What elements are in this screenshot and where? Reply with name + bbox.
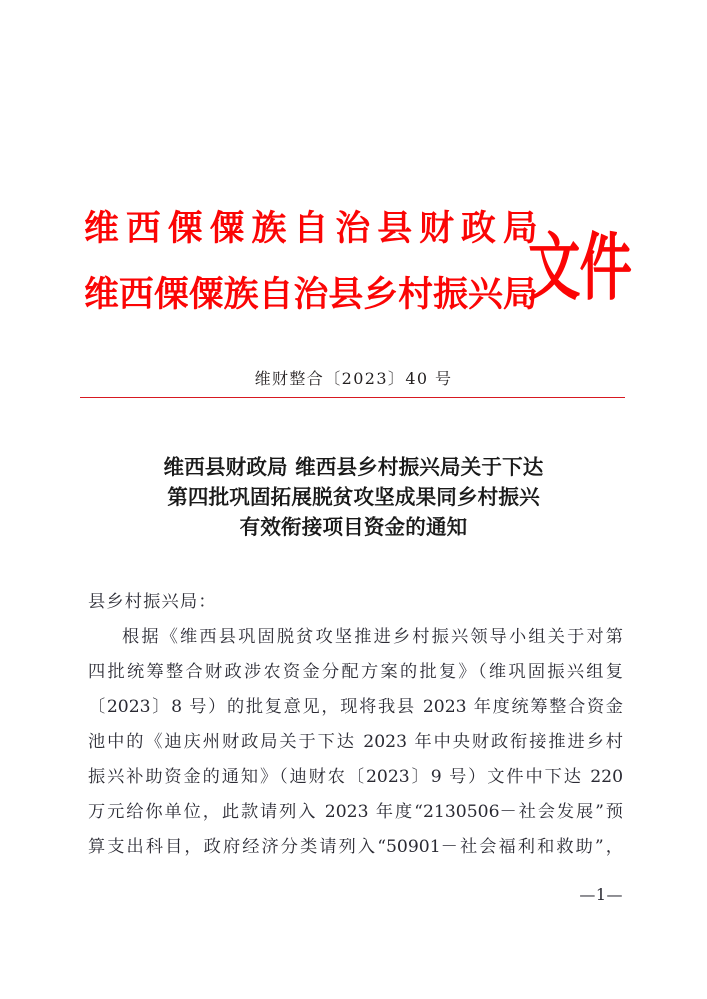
document-number: 维财整合〔2023〕40 号 xyxy=(254,369,453,388)
title-line-1: 维西县财政局 维西县乡村振兴局关于下达 xyxy=(163,455,544,479)
issuer-line-rural-revitalization-bureau: 维西傈僳族自治县乡村振兴局 xyxy=(84,274,538,315)
body-line: 振兴补助资金的通知》（迪财农〔2023〕9 号）文件中下达 220 xyxy=(88,767,623,787)
letterhead xyxy=(0,205,707,335)
page-number: —1— xyxy=(579,885,623,904)
body-text xyxy=(88,585,623,865)
body-line: 根据《维西县巩固脱贫攻坚推进乡村振兴领导小组关于对第 xyxy=(122,627,623,647)
body-line: 万元给你单位，此款请列入 2023 年度“2130506－社会发展”预 xyxy=(88,802,623,822)
page-title xyxy=(60,452,647,542)
document-word-label: 文件 xyxy=(528,224,632,311)
issuing-agencies xyxy=(84,208,540,322)
body-line: 算支出科目，政府经济分类请列入“50901－社会福利和救助”， xyxy=(88,837,623,857)
issuer-line-finance-bureau: 维西傈僳族自治县财政局 xyxy=(84,208,538,249)
body-line: 四批统筹整合财政涉农资金分配方案的批复》（维巩固振兴组复 xyxy=(88,662,623,682)
red-divider-rule xyxy=(80,397,625,398)
salutation: 县乡村振兴局： xyxy=(88,592,217,612)
body-line: 〔2023〕8 号）的批复意见，现将我县 2023 年度统筹整合资金 xyxy=(88,697,623,717)
title-line-2: 第四批巩固拓展脱贫攻坚成果同乡村振兴 xyxy=(167,485,540,509)
body-line: 池中的《迪庆州财政局关于下达 2023 年中央财政衔接推进乡村 xyxy=(88,732,623,752)
title-line-3: 有效衔接项目资金的通知 xyxy=(239,515,468,539)
